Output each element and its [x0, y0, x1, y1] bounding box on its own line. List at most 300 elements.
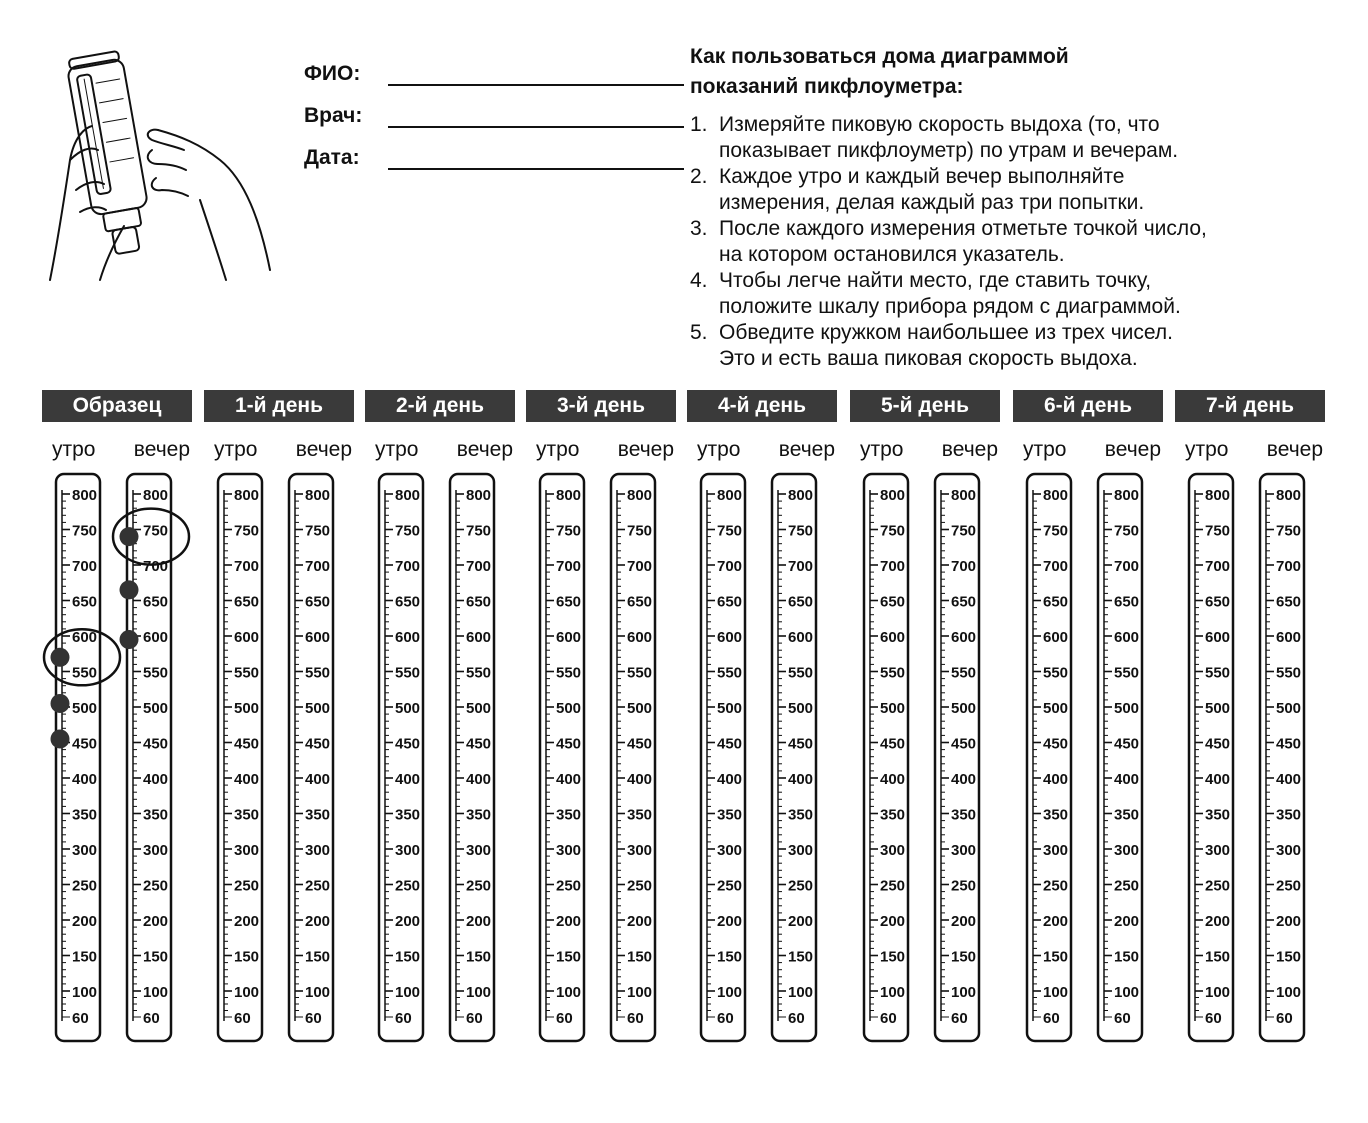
- scale-label: 450: [143, 735, 169, 753]
- scale-label: 60: [305, 1010, 322, 1027]
- evening-label: вечер: [295, 438, 352, 461]
- scale-label: 150: [395, 948, 421, 966]
- scale-label: 350: [466, 806, 492, 824]
- step-item: [690, 164, 1350, 216]
- scale-label: 150: [1114, 948, 1140, 966]
- scale-label: 600: [72, 629, 98, 646]
- morning-gauge[interactable]: [540, 474, 584, 1041]
- evening-label: вечер: [778, 438, 835, 461]
- scale-label: 60: [395, 1010, 412, 1027]
- scale-label: 750: [556, 522, 582, 540]
- scale-label: 450: [556, 735, 582, 753]
- scale-label: 550: [1114, 664, 1140, 682]
- scale-label: 550: [234, 664, 260, 682]
- day-title: 4-й день: [687, 390, 837, 422]
- scale-label: 150: [880, 948, 906, 966]
- scale-label: 650: [1205, 593, 1231, 611]
- scale-label: 350: [305, 806, 331, 824]
- scale-label: 100: [143, 984, 169, 1001]
- scale-label: 800: [1114, 487, 1140, 504]
- scale-label: 200: [1114, 913, 1140, 930]
- scale-label: 600: [395, 629, 421, 646]
- scale-label: 350: [395, 806, 421, 824]
- step-text: Обведите кружком наибольшее из трех чисел. Это и есть ваша пиковая скорость выдоха.: [719, 321, 1173, 370]
- evening-label: вечер: [133, 438, 190, 461]
- day-title: 6-й день: [1013, 390, 1163, 422]
- scale-label: 300: [1205, 842, 1231, 859]
- scale-label: 450: [234, 735, 260, 753]
- scale-label: 500: [788, 700, 814, 717]
- scale-label: 700: [234, 558, 260, 575]
- scale-label: 400: [556, 771, 582, 788]
- morning-label: утро: [697, 438, 741, 461]
- scale-label: 650: [305, 593, 331, 611]
- scale-label: 100: [880, 984, 906, 1001]
- scale-label: 300: [788, 842, 814, 859]
- scale-label: 150: [466, 948, 492, 966]
- scale-label: 650: [143, 593, 169, 611]
- scale-label: 500: [627, 700, 653, 717]
- scale-label: 60: [627, 1010, 644, 1027]
- scale-label: 60: [72, 1010, 89, 1027]
- scale-label: 100: [395, 984, 421, 1001]
- scale-label: 250: [1043, 877, 1069, 895]
- evening-gauge[interactable]: [772, 474, 816, 1041]
- scale-label: 650: [951, 593, 977, 611]
- scale-label: 750: [395, 522, 421, 540]
- scale-label: 550: [717, 664, 743, 682]
- scale-label: 800: [556, 487, 582, 504]
- scale-label: 650: [717, 593, 743, 611]
- scale-label: 150: [305, 948, 331, 966]
- instructions: [690, 42, 1350, 372]
- scale-label: 250: [556, 877, 582, 895]
- step-text: Чтобы легче найти место, где ставить точку, положите шкалу прибора рядом с диаграммой.: [719, 269, 1181, 318]
- scale-label: 750: [1205, 522, 1231, 540]
- scale-label: 150: [556, 948, 582, 966]
- scale-label: 150: [1043, 948, 1069, 966]
- scale-label: 350: [1205, 806, 1231, 824]
- scale-label: 700: [143, 558, 169, 575]
- scale-label: 400: [627, 771, 653, 788]
- scale-label: 100: [234, 984, 260, 1001]
- scale-label: 250: [1276, 877, 1302, 895]
- evening-reading-dot: [120, 580, 139, 599]
- day-4: [687, 390, 837, 462]
- scale-label: 200: [1043, 913, 1069, 930]
- scale-label: 200: [951, 913, 977, 930]
- date-field[interactable]: [388, 144, 684, 170]
- scale-label: 700: [1114, 558, 1140, 575]
- scale-label: 300: [556, 842, 582, 859]
- scale-label: 350: [717, 806, 743, 824]
- scale-label: 300: [305, 842, 331, 859]
- morning-gauge[interactable]: [56, 474, 100, 1041]
- scale-label: 300: [1114, 842, 1140, 859]
- scale-label: 60: [1205, 1010, 1222, 1027]
- scale-label: 600: [1276, 629, 1302, 646]
- scale-label: 150: [951, 948, 977, 966]
- morning-gauge[interactable]: [379, 474, 423, 1041]
- scale-label: 350: [788, 806, 814, 824]
- scale-label: 100: [788, 984, 814, 1001]
- name-field[interactable]: [388, 60, 684, 86]
- day-7: [1175, 390, 1325, 462]
- morning-gauge[interactable]: [1189, 474, 1233, 1041]
- scale-label: 700: [305, 558, 331, 575]
- peak-flow-meter-illustration: [40, 40, 280, 290]
- scale-label: 750: [72, 522, 98, 540]
- scale-label: 550: [72, 664, 98, 682]
- scale-label: 400: [234, 771, 260, 788]
- scale-label: 800: [1043, 487, 1069, 504]
- scale-label: 200: [788, 913, 814, 930]
- scale-label: 150: [627, 948, 653, 966]
- scale-label: 500: [951, 700, 977, 717]
- scale-label: 750: [627, 522, 653, 540]
- doctor-row: [304, 86, 684, 128]
- instructions-title: [690, 42, 1350, 102]
- scale-label: 750: [788, 522, 814, 540]
- scale-label: 250: [1114, 877, 1140, 895]
- evening-gauge[interactable]: [127, 474, 171, 1041]
- scale-label: 350: [1276, 806, 1302, 824]
- scale-label: 800: [466, 487, 492, 504]
- scale-label: 800: [788, 487, 814, 504]
- scale-label: 500: [466, 700, 492, 717]
- scale-label: 550: [1043, 664, 1069, 682]
- scale-label: 750: [143, 522, 169, 540]
- evening-label: вечер: [1266, 438, 1323, 461]
- morning-gauge[interactable]: [218, 474, 262, 1041]
- scale-label: 800: [880, 487, 906, 504]
- morning-label: утро: [214, 438, 258, 461]
- scale-label: 450: [466, 735, 492, 753]
- scale-label: 100: [466, 984, 492, 1001]
- scale-label: 650: [1114, 593, 1140, 611]
- scale-label: 800: [951, 487, 977, 504]
- scale-label: 400: [395, 771, 421, 788]
- scale-label: 700: [1276, 558, 1302, 575]
- scale-label: 700: [1043, 558, 1069, 575]
- scale-label: 600: [951, 629, 977, 646]
- scale-label: 250: [717, 877, 743, 895]
- scale-label: 600: [143, 629, 169, 646]
- day-title: 3-й день: [526, 390, 676, 422]
- evening-label: вечер: [941, 438, 998, 461]
- scale-label: 450: [1276, 735, 1302, 753]
- scale-label: 200: [1205, 913, 1231, 930]
- scale-label: 500: [880, 700, 906, 717]
- scale-label: 100: [951, 984, 977, 1001]
- scale-label: 350: [1114, 806, 1140, 824]
- scale-label: 500: [556, 700, 582, 717]
- day-title: 5-й день: [850, 390, 1000, 422]
- scale-label: 400: [466, 771, 492, 788]
- scale-label: 100: [556, 984, 582, 1001]
- scale-label: 300: [72, 842, 98, 859]
- scale-label: 750: [880, 522, 906, 540]
- scale-label: 100: [72, 984, 98, 1001]
- scale-label: 250: [395, 877, 421, 895]
- scale-label: 300: [143, 842, 169, 859]
- scale-label: 600: [880, 629, 906, 646]
- scale-label: 60: [951, 1010, 968, 1027]
- scale-label: 450: [717, 735, 743, 753]
- scale-label: 650: [880, 593, 906, 611]
- scale-label: 550: [556, 664, 582, 682]
- scale-label: 100: [1205, 984, 1231, 1001]
- scale-label: 300: [717, 842, 743, 859]
- day-6: [1013, 390, 1163, 462]
- morning-label: утро: [860, 438, 904, 461]
- scale-label: 450: [880, 735, 906, 753]
- evening-gauge[interactable]: [1260, 474, 1304, 1041]
- scale-label: 450: [951, 735, 977, 753]
- scale-label: 800: [305, 487, 331, 504]
- scale-label: 200: [72, 913, 98, 930]
- scale-label: 250: [305, 877, 331, 895]
- step-text: После каждого измерения отметьте точкой число, на котором остановился указатель.: [719, 217, 1207, 266]
- scale-label: 500: [1205, 700, 1231, 717]
- date-row: [304, 128, 684, 170]
- scale-label: 300: [395, 842, 421, 859]
- step-item: [690, 112, 1350, 164]
- instructions-title-line1: Как пользоваться дома диаграммой: [690, 45, 1069, 68]
- scale-label: 250: [72, 877, 98, 895]
- scale-label: 400: [1276, 771, 1302, 788]
- scale-label: 750: [717, 522, 743, 540]
- scale-label: 700: [880, 558, 906, 575]
- step-text: Измеряйте пиковую скорость выдоха (то, что показывает пикфлоуметр) по утрам и вечерам.: [719, 113, 1179, 162]
- scale-label: 450: [305, 735, 331, 753]
- evening-label: вечер: [617, 438, 674, 461]
- scale-label: 450: [1205, 735, 1231, 753]
- scale-label: 350: [627, 806, 653, 824]
- morning-gauge[interactable]: [1027, 474, 1071, 1041]
- morning-label: утро: [536, 438, 580, 461]
- scale-label: 200: [627, 913, 653, 930]
- scale-label: 350: [1043, 806, 1069, 824]
- morning-gauge[interactable]: [864, 474, 908, 1041]
- scale-label: 500: [395, 700, 421, 717]
- scale-label: 400: [788, 771, 814, 788]
- scale-label: 750: [951, 522, 977, 540]
- step-number: 3.: [690, 217, 708, 240]
- scale-label: 800: [143, 487, 169, 504]
- scale-label: 600: [1114, 629, 1140, 646]
- scale-label: 550: [627, 664, 653, 682]
- scale-label: 600: [788, 629, 814, 646]
- step-number: 5.: [690, 321, 708, 344]
- scale-label: 150: [788, 948, 814, 966]
- scale-label: 700: [788, 558, 814, 575]
- scale-label: 250: [951, 877, 977, 895]
- scale-label: 400: [951, 771, 977, 788]
- scale-label: 250: [1205, 877, 1231, 895]
- scale-label: 200: [880, 913, 906, 930]
- date-label: Дата:: [304, 146, 360, 169]
- scale-label: 600: [1205, 629, 1231, 646]
- scale-label: 400: [1114, 771, 1140, 788]
- morning-reading-dot: [51, 729, 70, 748]
- name-row: [304, 44, 684, 86]
- scale-label: 750: [305, 522, 331, 540]
- scale-label: 500: [1043, 700, 1069, 717]
- peak-flow-scales: [0, 470, 1368, 1060]
- step-text: Каждое утро и каждый вечер выполняйте измерения, делая каждый раз три попытки.: [719, 165, 1145, 214]
- scale-label: 600: [466, 629, 492, 646]
- scale-label: 500: [1276, 700, 1302, 717]
- morning-reading-dot: [51, 648, 70, 667]
- scale-label: 800: [395, 487, 421, 504]
- scale-label: 400: [1205, 771, 1231, 788]
- scale-label: 750: [1043, 522, 1069, 540]
- scale-label: 200: [1276, 913, 1302, 930]
- scale-label: 400: [305, 771, 331, 788]
- scale-label: 100: [305, 984, 331, 1001]
- scale-label: 350: [72, 806, 98, 824]
- scale-label: 150: [143, 948, 169, 966]
- scale-label: 200: [234, 913, 260, 930]
- scale-label: 60: [1276, 1010, 1293, 1027]
- scale-label: 200: [395, 913, 421, 930]
- scale-label: 150: [1276, 948, 1302, 966]
- scale-label: 200: [143, 913, 169, 930]
- evening-gauge[interactable]: [611, 474, 655, 1041]
- day-title: 2-й день: [365, 390, 515, 422]
- scale-label: 550: [1276, 664, 1302, 682]
- scale-label: 650: [234, 593, 260, 611]
- scale-label: 650: [556, 593, 582, 611]
- evening-gauge[interactable]: [935, 474, 979, 1041]
- morning-label: утро: [1023, 438, 1067, 461]
- scale-label: 500: [72, 700, 98, 717]
- scale-label: 200: [717, 913, 743, 930]
- scale-label: 550: [143, 664, 169, 682]
- scale-label: 550: [1205, 664, 1231, 682]
- scale-label: 800: [1276, 487, 1302, 504]
- scale-label: 100: [1276, 984, 1302, 1001]
- scale-label: 700: [395, 558, 421, 575]
- scale-label: 500: [234, 700, 260, 717]
- step-number: 4.: [690, 269, 708, 292]
- scale-label: 60: [1043, 1010, 1060, 1027]
- evening-reading-dot: [120, 527, 139, 546]
- scale-label: 300: [1276, 842, 1302, 859]
- scale-label: 650: [788, 593, 814, 611]
- day-1: [204, 390, 354, 462]
- scale-label: 100: [717, 984, 743, 1001]
- scale-label: 350: [143, 806, 169, 824]
- scale-label: 60: [143, 1010, 160, 1027]
- scale-label: 200: [305, 913, 331, 930]
- scale-label: 450: [72, 735, 98, 753]
- scale-label: 500: [305, 700, 331, 717]
- morning-label: утро: [52, 438, 96, 461]
- scale-label: 500: [143, 700, 169, 717]
- scale-label: 200: [466, 913, 492, 930]
- scale-label: 150: [72, 948, 98, 966]
- morning-reading-dot: [51, 694, 70, 713]
- scale-label: 350: [234, 806, 260, 824]
- day-5: [850, 390, 1000, 462]
- evening-label: вечер: [456, 438, 513, 461]
- scale-label: 350: [951, 806, 977, 824]
- scale-label: 250: [143, 877, 169, 895]
- scale-label: 600: [1043, 629, 1069, 646]
- scale-label: 800: [1205, 487, 1231, 504]
- scale-label: 800: [234, 487, 260, 504]
- scale-label: 150: [1205, 948, 1231, 966]
- scale-label: 300: [466, 842, 492, 859]
- scale-label: 450: [1114, 735, 1140, 753]
- morning-label: утро: [1185, 438, 1229, 461]
- evening-reading-dot: [120, 630, 139, 649]
- day-title: Образец: [42, 390, 192, 422]
- scale-label: 150: [234, 948, 260, 966]
- evening-label: вечер: [1104, 438, 1161, 461]
- scale-label: 550: [466, 664, 492, 682]
- evening-gauge[interactable]: [1098, 474, 1142, 1041]
- morning-gauge[interactable]: [701, 474, 745, 1041]
- day-2: [365, 390, 515, 462]
- scale-label: 700: [627, 558, 653, 575]
- scale-label: 250: [234, 877, 260, 895]
- scale-label: 800: [72, 487, 98, 504]
- scale-label: 750: [466, 522, 492, 540]
- scale-label: 250: [627, 877, 653, 895]
- scale-label: 650: [1276, 593, 1302, 611]
- scale-label: 800: [717, 487, 743, 504]
- scale-label: 450: [1043, 735, 1069, 753]
- scale-label: 250: [466, 877, 492, 895]
- scale-label: 60: [556, 1010, 573, 1027]
- scale-label: 600: [234, 629, 260, 646]
- scale-label: 400: [143, 771, 169, 788]
- day-3: [526, 390, 676, 462]
- scale-label: 750: [1276, 522, 1302, 540]
- scale-label: 500: [1114, 700, 1140, 717]
- scale-label: 400: [72, 771, 98, 788]
- evening-gauge[interactable]: [289, 474, 333, 1041]
- scale-label: 100: [627, 984, 653, 1001]
- scale-label: 550: [951, 664, 977, 682]
- scale-label: 400: [880, 771, 906, 788]
- instructions-steps: [690, 112, 1350, 372]
- doctor-field[interactable]: [388, 102, 684, 128]
- evening-gauge[interactable]: [450, 474, 494, 1041]
- scale-label: 60: [234, 1010, 251, 1027]
- scale-label: 200: [556, 913, 582, 930]
- scale-label: 500: [717, 700, 743, 717]
- step-item: [690, 320, 1350, 372]
- patient-form: [304, 44, 684, 170]
- scale-label: 60: [880, 1010, 897, 1027]
- scale-label: 450: [788, 735, 814, 753]
- scale-label: 400: [717, 771, 743, 788]
- scale-label: 300: [951, 842, 977, 859]
- scale-label: 550: [395, 664, 421, 682]
- step-item: [690, 216, 1350, 268]
- morning-label: утро: [375, 438, 419, 461]
- scale-label: 700: [556, 558, 582, 575]
- day-title: 7-й день: [1175, 390, 1325, 422]
- scale-label: 60: [717, 1010, 734, 1027]
- scale-label: 550: [305, 664, 331, 682]
- scale-label: 750: [234, 522, 260, 540]
- scale-label: 400: [1043, 771, 1069, 788]
